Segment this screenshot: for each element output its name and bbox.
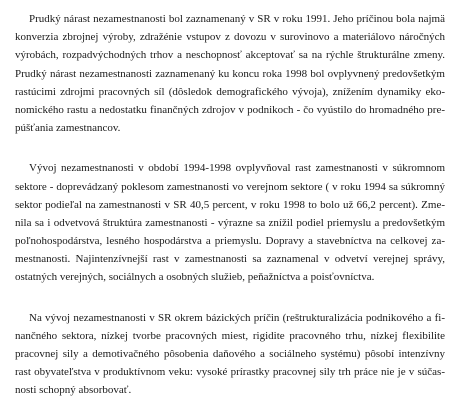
text-line: rast obyvateľstva v produktívnom veku: vysoké prírastky pracovnej sily trh práce nie je v súčas-	[15, 366, 445, 379]
text-line: nosti schopný absorbovať.	[15, 384, 132, 397]
text-line: mestnanosti. Najintenzívnejší rast v zamestnanosti sa zaznamenal v odvetví verejnej správy,	[15, 253, 445, 266]
text-line: ostatných verejných, sociálnych a osobných služieb, peňažníctva a poisťovníctva.	[15, 271, 375, 284]
text-line: rastúcimi zdrojmi pracovných síl (dôsledok demografického vývoja), znížením dynamiky eko-	[15, 85, 445, 98]
text-line: Vývoj nezamestnanosti v období 1994-1998 ovplyvňoval rast zamestnanosti v súkromnom	[29, 162, 445, 175]
paragraph-3	[15, 309, 445, 400]
paragraph-2	[15, 159, 445, 286]
text-line: nila sa i odvetvová štruktúra zamestnanosti - výrazne sa znížil podiel priemyslu a predovšetkým	[15, 216, 445, 229]
text-line: púšťania zamestnancov.	[15, 122, 121, 135]
text-line: sektor podieľal na zamestnanosti v SR 40,5 percent, v roku 1998 to bolo už 66,2 percent). Zme-	[15, 198, 445, 211]
text-line: Prudký nárast nezamestnanosti zaznamenaný ku koncu roka 1998 bol ovplyvnený predovšetkým	[15, 67, 445, 80]
text-line: poľnohospodárstva, lesného hospodárstva a priemyslu. Dopravy a stavebníctva na celkovej za-	[15, 235, 445, 248]
text-line: nomického rastu a nedostatku finančných zdrojov v podnikoch - čo vyústilo do hromadného pre-	[15, 103, 445, 116]
text-line: Prudký nárast nezamestnanosti bol zaznamenaný v SR v roku 1991. Jeho príčinou bola najmä	[29, 13, 445, 25]
text-line: pracovnej sily a demotivačného pôsobenia daňového a sociálneho systému) pôsobí intenzívny	[15, 348, 445, 360]
text-line: konverzia zbrojnej výroby, zdražénie vstupov z dovozu v surovinovo a materiálovo náročných	[15, 31, 445, 44]
paragraph-spacer	[15, 287, 445, 309]
text-line: Na vývoj nezamestnanosti v SR okrem bázických príčin (reštrukturalizácia podnikového a fi-	[29, 311, 445, 324]
paragraph-spacer	[15, 137, 445, 159]
text-line: nančného sektora, nízkej tvorbe pracovných miest, rigidite pracovného trhu, nízkej flexibilite	[15, 329, 445, 342]
text-line: výrobách, rozpadvýchodných trhov a neschopnosť akceptovať sa na rýchle štrukturálne zmeny.	[15, 49, 445, 62]
paragraph-1	[15, 10, 445, 137]
text-line: sektore - doprevádzaný poklesom zamestnanosti vo verejnom sektore ( v roku 1994 sa súkromný	[15, 180, 445, 193]
